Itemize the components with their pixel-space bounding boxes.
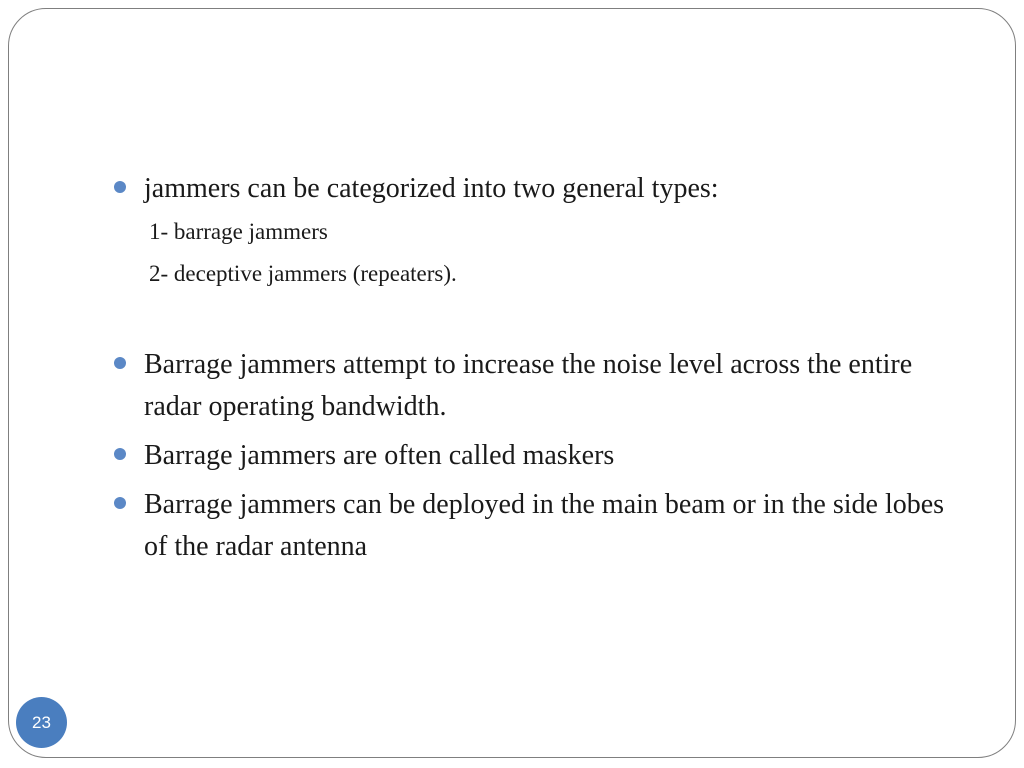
bullet-dot-icon bbox=[114, 497, 126, 509]
bullet-item bbox=[113, 344, 963, 428]
bullet-dot-icon bbox=[114, 181, 126, 193]
sub-item: 2- deceptive jammers (repeaters). bbox=[149, 261, 457, 286]
bullet-dot-icon bbox=[114, 448, 126, 460]
page-number: 23 bbox=[32, 712, 51, 732]
slide-content bbox=[113, 168, 963, 568]
bullet-text: jammers can be categorized into two general types: bbox=[144, 173, 719, 204]
bullet-dot-icon bbox=[114, 357, 126, 369]
page-number-badge bbox=[16, 697, 67, 748]
bullet-text: Barrage jammers are often called maskers bbox=[144, 440, 615, 471]
sub-item: 1- barrage jammers bbox=[149, 219, 328, 244]
bullet-item bbox=[113, 435, 963, 477]
bullet-text: Barrage jammers can be deployed in the main beam or in the side lobes of the radar antenna bbox=[144, 489, 945, 562]
bullet-text: Barrage jammers attempt to increase the noise level across the entire radar operating bandwidth. bbox=[144, 349, 913, 422]
bullet-item bbox=[113, 484, 963, 568]
bullet-item bbox=[113, 168, 963, 210]
